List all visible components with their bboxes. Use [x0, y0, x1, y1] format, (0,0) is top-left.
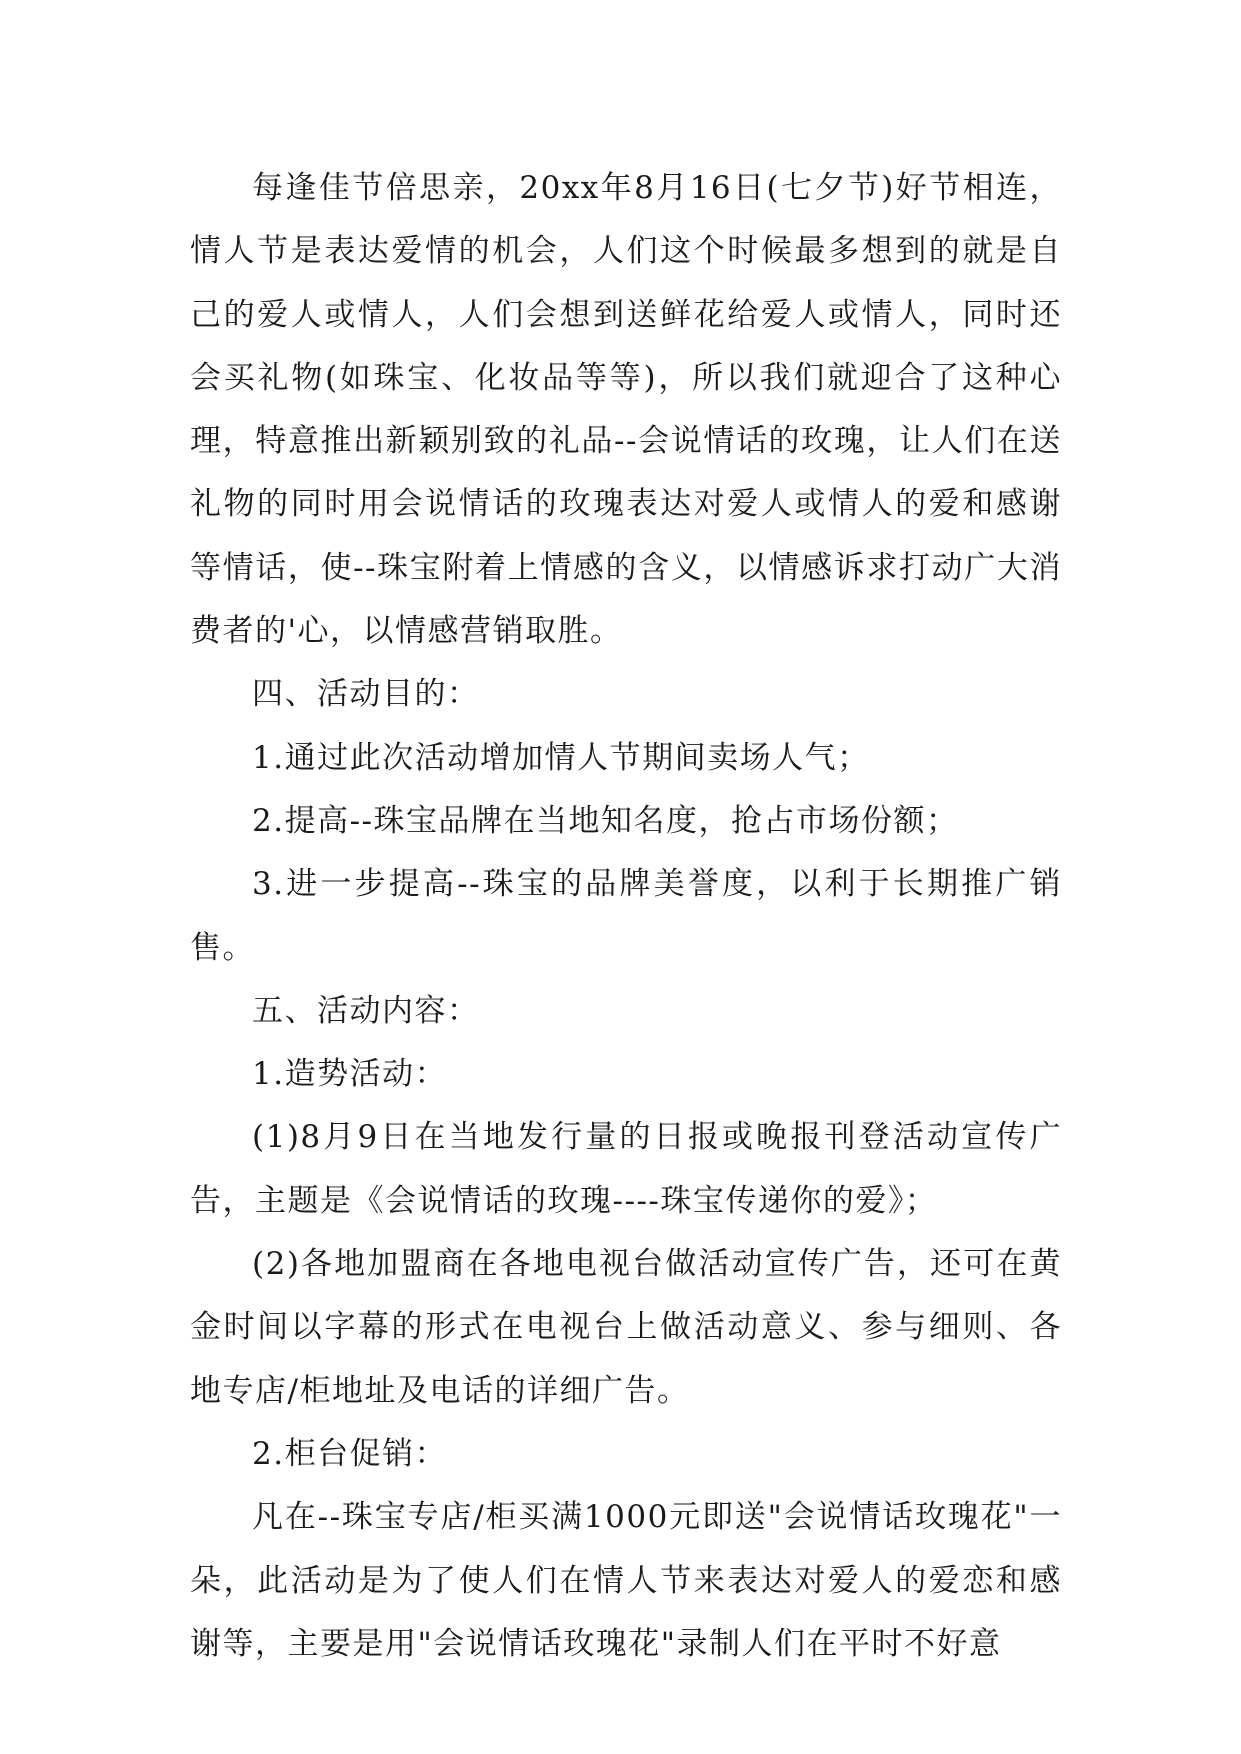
momentum-item-1: (1)8月9日在当地发行量的日报或晚报刊登活动宣传广告，主题是《会说情话的玫瑰----珠宝传递你的爱》；	[190, 1119, 1062, 1219]
momentum-item-2: (2)各地加盟商在各地电视台做活动宣传广告，还可在黄金时间以字幕的形式在电视台上做活动意义、参与细则、各地专店/柜地址及电话的详细广告。	[190, 1246, 1062, 1409]
subheading-momentum-activity: 1.造势活动：	[252, 1056, 448, 1093]
goal-item-1: 1.通过此次活动增加情人节期间卖场人气；	[252, 739, 870, 776]
goal-item-3: 3.进一步提高--珠宝的品牌美誉度，以利于长期推广销售。	[190, 866, 1062, 966]
section-heading-activity-goals: 四、活动目的：	[252, 676, 480, 713]
document-body	[190, 157, 1062, 1676]
subheading-counter-promotion: 2.柜台促销：	[252, 1435, 448, 1472]
section-heading-activity-content: 五、活动内容：	[252, 992, 480, 1029]
intro-paragraph: 每逢佳节倍思亲，20xx年8月16日(七夕节)好节相连，情人节是表达爱情的机会，人们这个时候最多想到的就是自己的爱人或情人，人们会想到送鲜花给爱人或情人，同时还会买礼物(如珠宝、化妆品等等)，所以我们就迎合了这种心理，特意推出新颖别致的礼品--会说情话的玫瑰，让人们在送礼物的同时用会说情话的玫瑰表达对爱人或情人的爱和感谢等情话，使--珠宝附着上情感的含义，以情感诉求打动广大消费者的'心，以情感营销取胜。	[190, 170, 1062, 650]
goal-item-2: 2.提高--珠宝品牌在当地知名度，抢占市场份额；	[252, 802, 959, 839]
counter-promotion-paragraph: 凡在--珠宝专店/柜买满1000元即送"会说情话玫瑰花"一朵，此活动是为了使人们在情人节来表达对爱人的爱恋和感谢等，主要是用"会说情话玫瑰花"录制人们在平时不好意	[190, 1499, 1062, 1662]
